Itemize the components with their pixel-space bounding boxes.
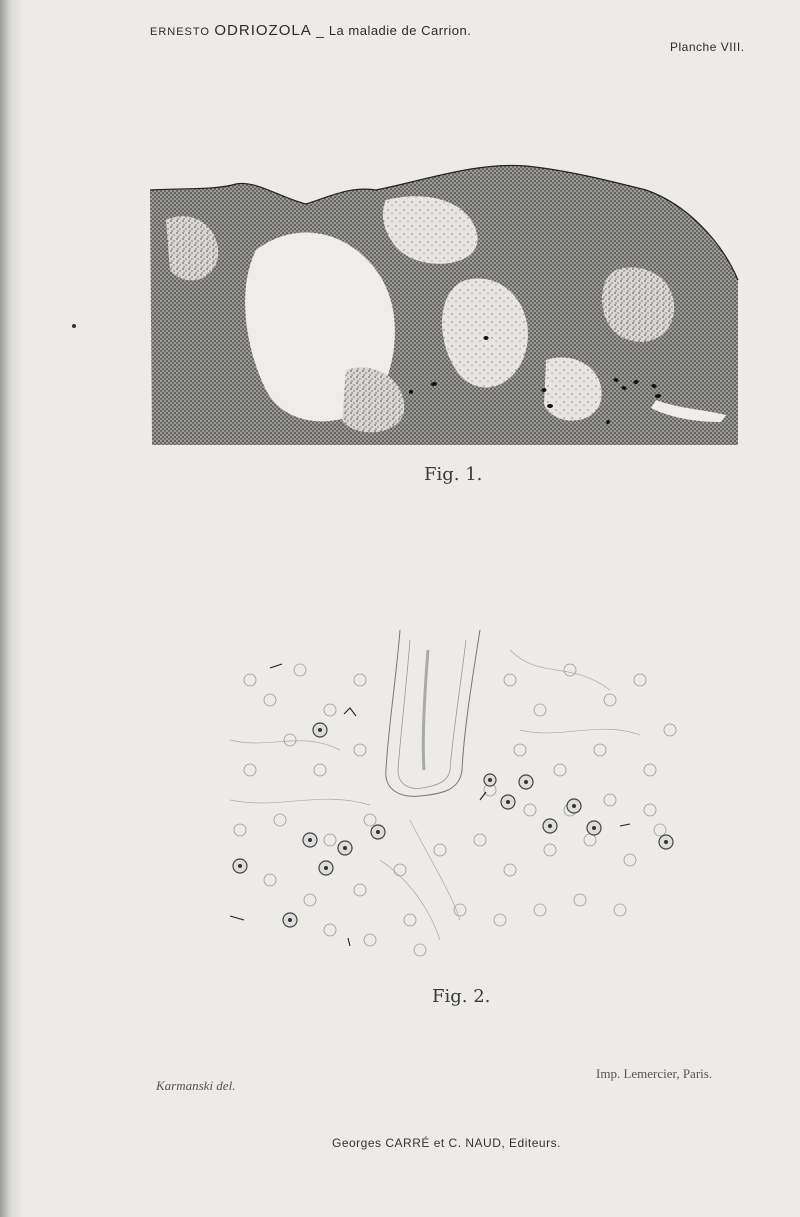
ink-speck [72, 324, 76, 328]
figure-2-drawing [210, 620, 700, 980]
figure-1-illustration [146, 160, 742, 450]
publisher-imprint: Georges CARRÉ et C. NAUD, Editeurs. [332, 1136, 561, 1150]
running-header [150, 22, 471, 39]
figure-2-illustration [210, 620, 700, 980]
book-title: La maladie de Carrion. [328, 23, 472, 38]
plate-number: Planche VIII. [670, 40, 745, 54]
printer-credit: Imp. Lemercier, Paris. [596, 1066, 713, 1081]
figure-2-caption: Fig. 2. [432, 986, 491, 1007]
header-separator: _ [316, 22, 325, 38]
artist-credit: Karmanski del. [156, 1078, 236, 1093]
author-surname: ODRIOZOLA [214, 22, 312, 39]
page-binding-edge [0, 0, 14, 1217]
figure-1-caption: Fig. 1. [424, 464, 483, 485]
author-first-name: ERNESTO [150, 26, 210, 38]
figure-1-drawing [146, 160, 742, 450]
page-fold-shadow [14, 0, 24, 1217]
